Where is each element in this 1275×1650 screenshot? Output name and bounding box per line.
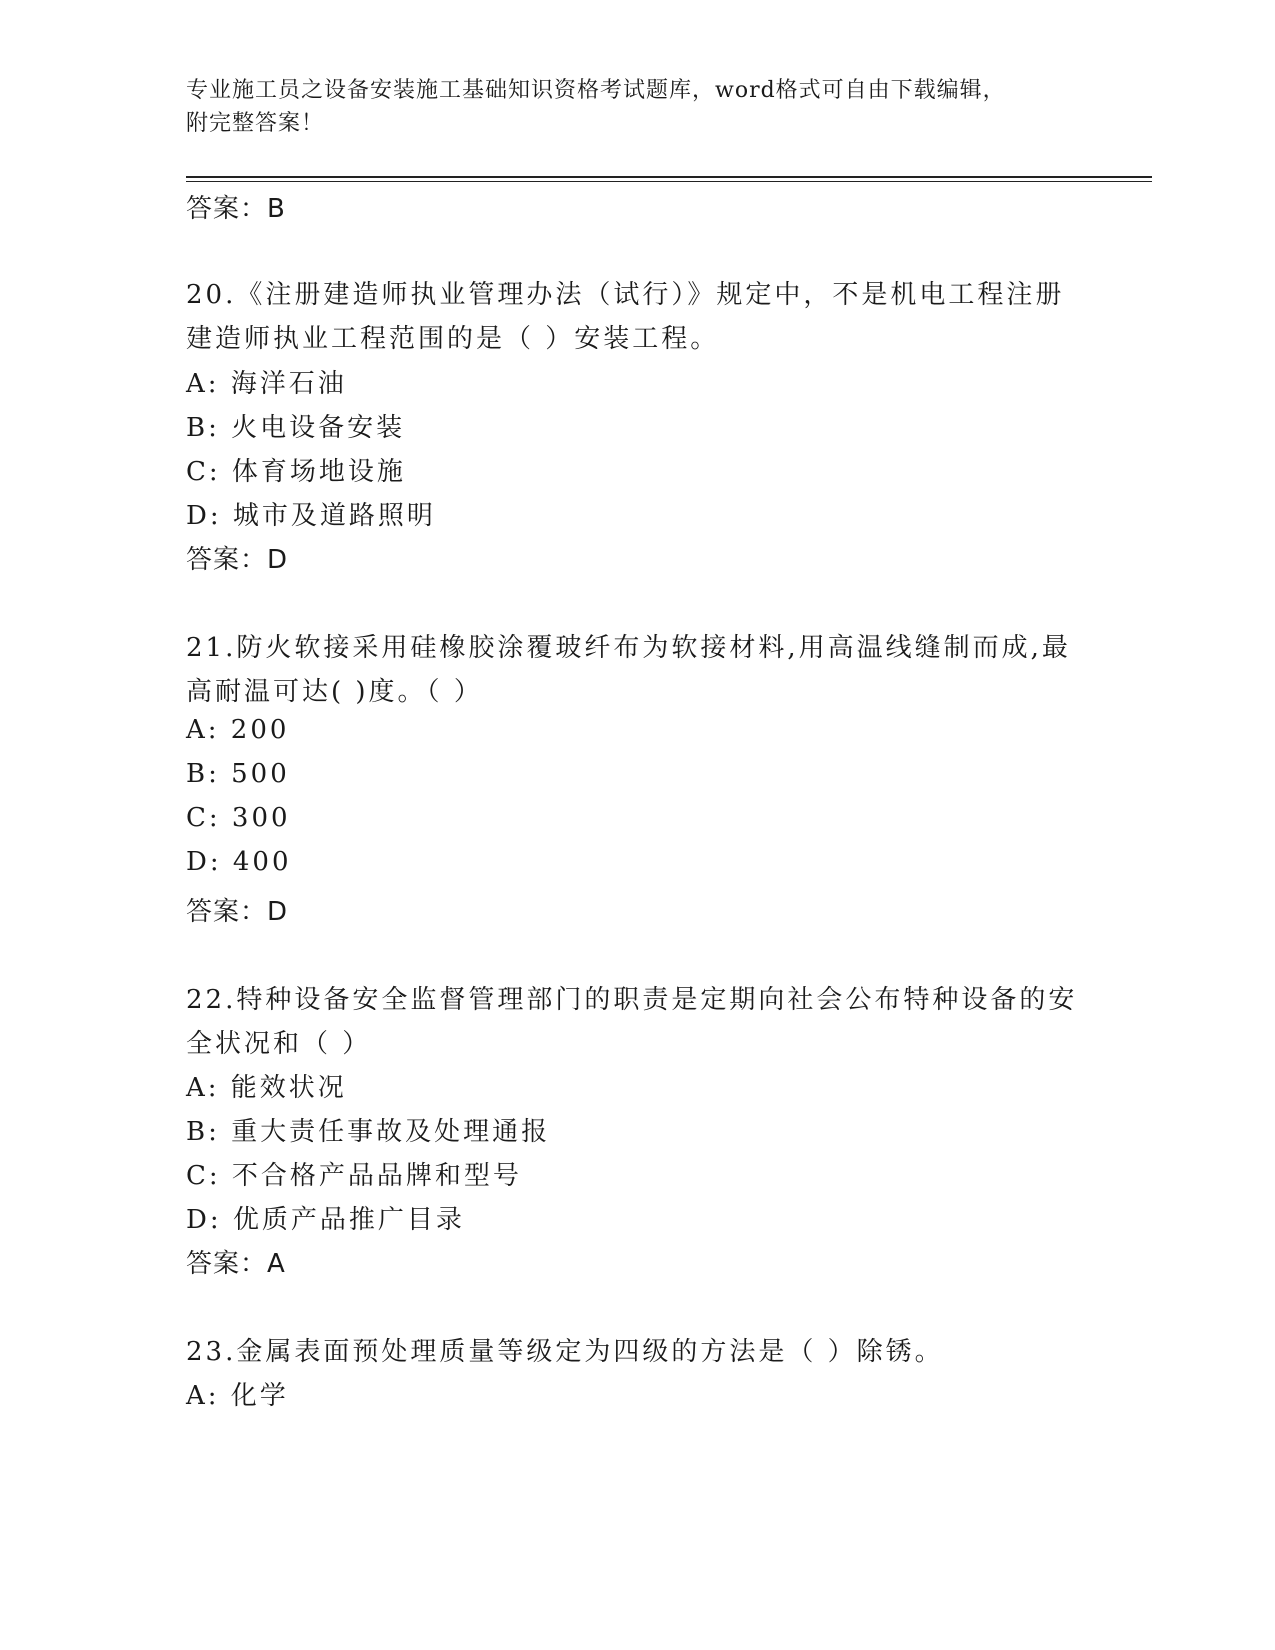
question-23-option-a: A: 化学: [186, 1381, 289, 1411]
question-20-stem-line-2: 建造师执业工程范围的是（ ）安装工程。: [186, 324, 720, 354]
question-21-stem-line-1: 21.防火软接采用硅橡胶涂覆玻纤布为软接材料,用高温线缝制而成,最: [186, 633, 1071, 663]
question-21-option-b: B: 500: [186, 759, 290, 789]
question-22-stem-line-1: 22.特种设备安全监督管理部门的职责是定期向社会公布特种设备的安: [186, 985, 1078, 1015]
question-21-option-c: C: 300: [186, 803, 291, 833]
question-20-stem-line-1: 20.《注册建造师执业管理办法（试行）》规定中，不是机电工程注册: [186, 280, 1065, 310]
header-line-2: 附完整答案！: [186, 111, 325, 136]
question-22-option-c: C: 不合格产品品牌和型号: [186, 1161, 522, 1191]
question-20-option-d: D: 城市及道路照明: [186, 501, 436, 531]
header-divider: [186, 176, 1152, 178]
document-header: [186, 74, 1086, 140]
question-20-option-a: A: 海洋石油: [186, 369, 347, 399]
answer-prev: 答案：B: [186, 194, 286, 224]
header-line-1: 专业施工员之设备安装施工基础知识资格考试题库，word格式可自由下载编辑，: [186, 78, 1006, 103]
question-22-option-d: D: 优质产品推广目录: [186, 1205, 465, 1235]
question-22-option-a: A: 能效状况: [186, 1073, 347, 1103]
question-20-option-c: C: 体育场地设施: [186, 457, 406, 487]
question-20-answer: 答案：D: [186, 545, 289, 575]
question-22-answer: 答案：A: [186, 1249, 286, 1279]
question-21-option-d: D: 400: [186, 847, 292, 877]
question-22-option-b: B: 重大责任事故及处理通报: [186, 1117, 551, 1147]
question-21-option-a: A: 200: [186, 715, 290, 745]
question-21-stem-line-2: 高耐温可达( )度。（ ）: [186, 677, 483, 707]
question-20-option-b: B: 火电设备安装: [186, 413, 406, 443]
question-21-answer: 答案：D: [186, 897, 289, 927]
question-22-stem-line-2: 全状况和（ ）: [186, 1029, 372, 1059]
question-23-stem-line-1: 23.金属表面预处理质量等级定为四级的方法是（ ）除锈。: [186, 1337, 944, 1367]
header-divider-thin: [186, 181, 1152, 182]
